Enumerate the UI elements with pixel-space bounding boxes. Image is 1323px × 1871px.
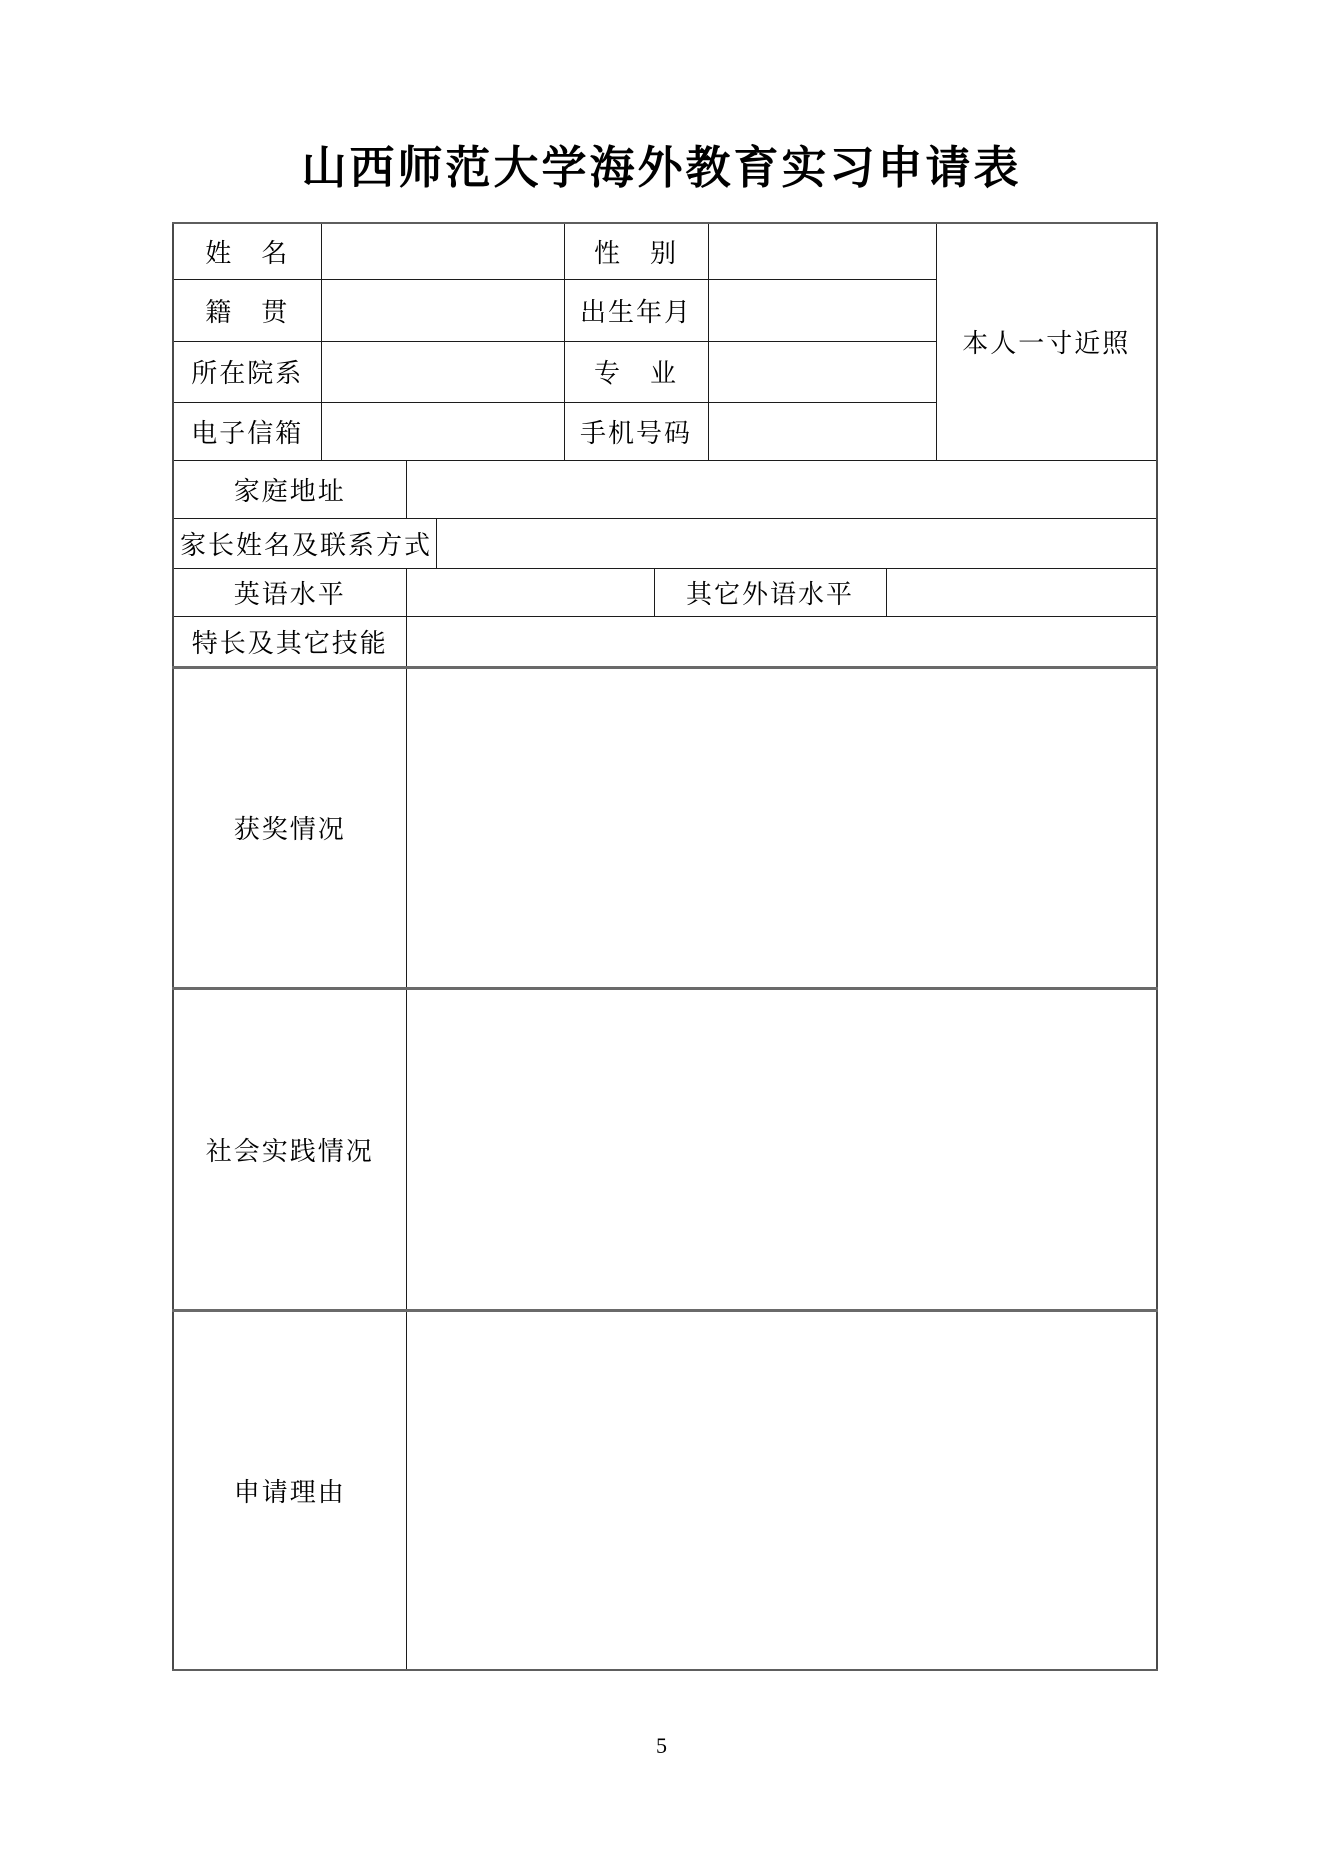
home-address-label-cell: 家庭地址 bbox=[173, 460, 406, 518]
english-level-label-cell: 英语水平 bbox=[173, 568, 406, 616]
english-level-value-cell bbox=[406, 568, 654, 616]
native-place-value-cell bbox=[321, 279, 564, 341]
name-label-cell: 姓 名 bbox=[173, 223, 321, 279]
table-row bbox=[173, 460, 1157, 518]
email-value-cell bbox=[321, 402, 564, 460]
mobile-value-cell bbox=[708, 402, 936, 460]
awards-label-cell: 获奖情况 bbox=[173, 667, 406, 988]
gender-label-cell: 性 别 bbox=[564, 223, 708, 279]
parent-contact-label-cell: 家长姓名及联系方式 bbox=[173, 518, 436, 568]
parent-contact-value-cell bbox=[436, 518, 1157, 568]
page-number: 5 bbox=[656, 1733, 667, 1758]
major-label-cell: 专 业 bbox=[564, 341, 708, 402]
birth-date-label-cell: 出生年月 bbox=[564, 279, 708, 341]
awards-value-cell bbox=[406, 667, 1157, 988]
gender-value-cell bbox=[708, 223, 936, 279]
photo-placeholder-cell: 本人一寸近照 bbox=[936, 223, 1157, 460]
table-row bbox=[173, 616, 1157, 667]
page-title: 山西师范大学海外教育实习申请表 bbox=[301, 141, 1022, 194]
name-value-cell bbox=[321, 223, 564, 279]
email-label-cell: 电子信箱 bbox=[173, 402, 321, 460]
native-place-label-cell: 籍 贯 bbox=[173, 279, 321, 341]
table-row bbox=[173, 518, 1157, 568]
table-row bbox=[173, 568, 1157, 616]
mobile-label-cell: 手机号码 bbox=[564, 402, 708, 460]
skills-value-cell bbox=[406, 616, 1157, 667]
social-practice-value-cell bbox=[406, 988, 1157, 1310]
application-reason-value-cell bbox=[406, 1310, 1157, 1670]
other-language-value-cell bbox=[886, 568, 1157, 616]
major-value-cell bbox=[708, 341, 936, 402]
table-row bbox=[173, 988, 1157, 1310]
application-form-table bbox=[172, 222, 1158, 1671]
home-address-value-cell bbox=[406, 460, 1157, 518]
skills-label-cell: 特长及其它技能 bbox=[173, 616, 406, 667]
department-value-cell bbox=[321, 341, 564, 402]
department-label-cell: 所在院系 bbox=[173, 341, 321, 402]
other-language-label-cell: 其它外语水平 bbox=[654, 568, 886, 616]
table-row bbox=[173, 223, 1157, 279]
table-row bbox=[173, 1310, 1157, 1670]
application-reason-label-cell: 申请理由 bbox=[173, 1310, 406, 1670]
birth-date-value-cell bbox=[708, 279, 936, 341]
table-row bbox=[173, 667, 1157, 988]
social-practice-label-cell: 社会实践情况 bbox=[173, 988, 406, 1310]
